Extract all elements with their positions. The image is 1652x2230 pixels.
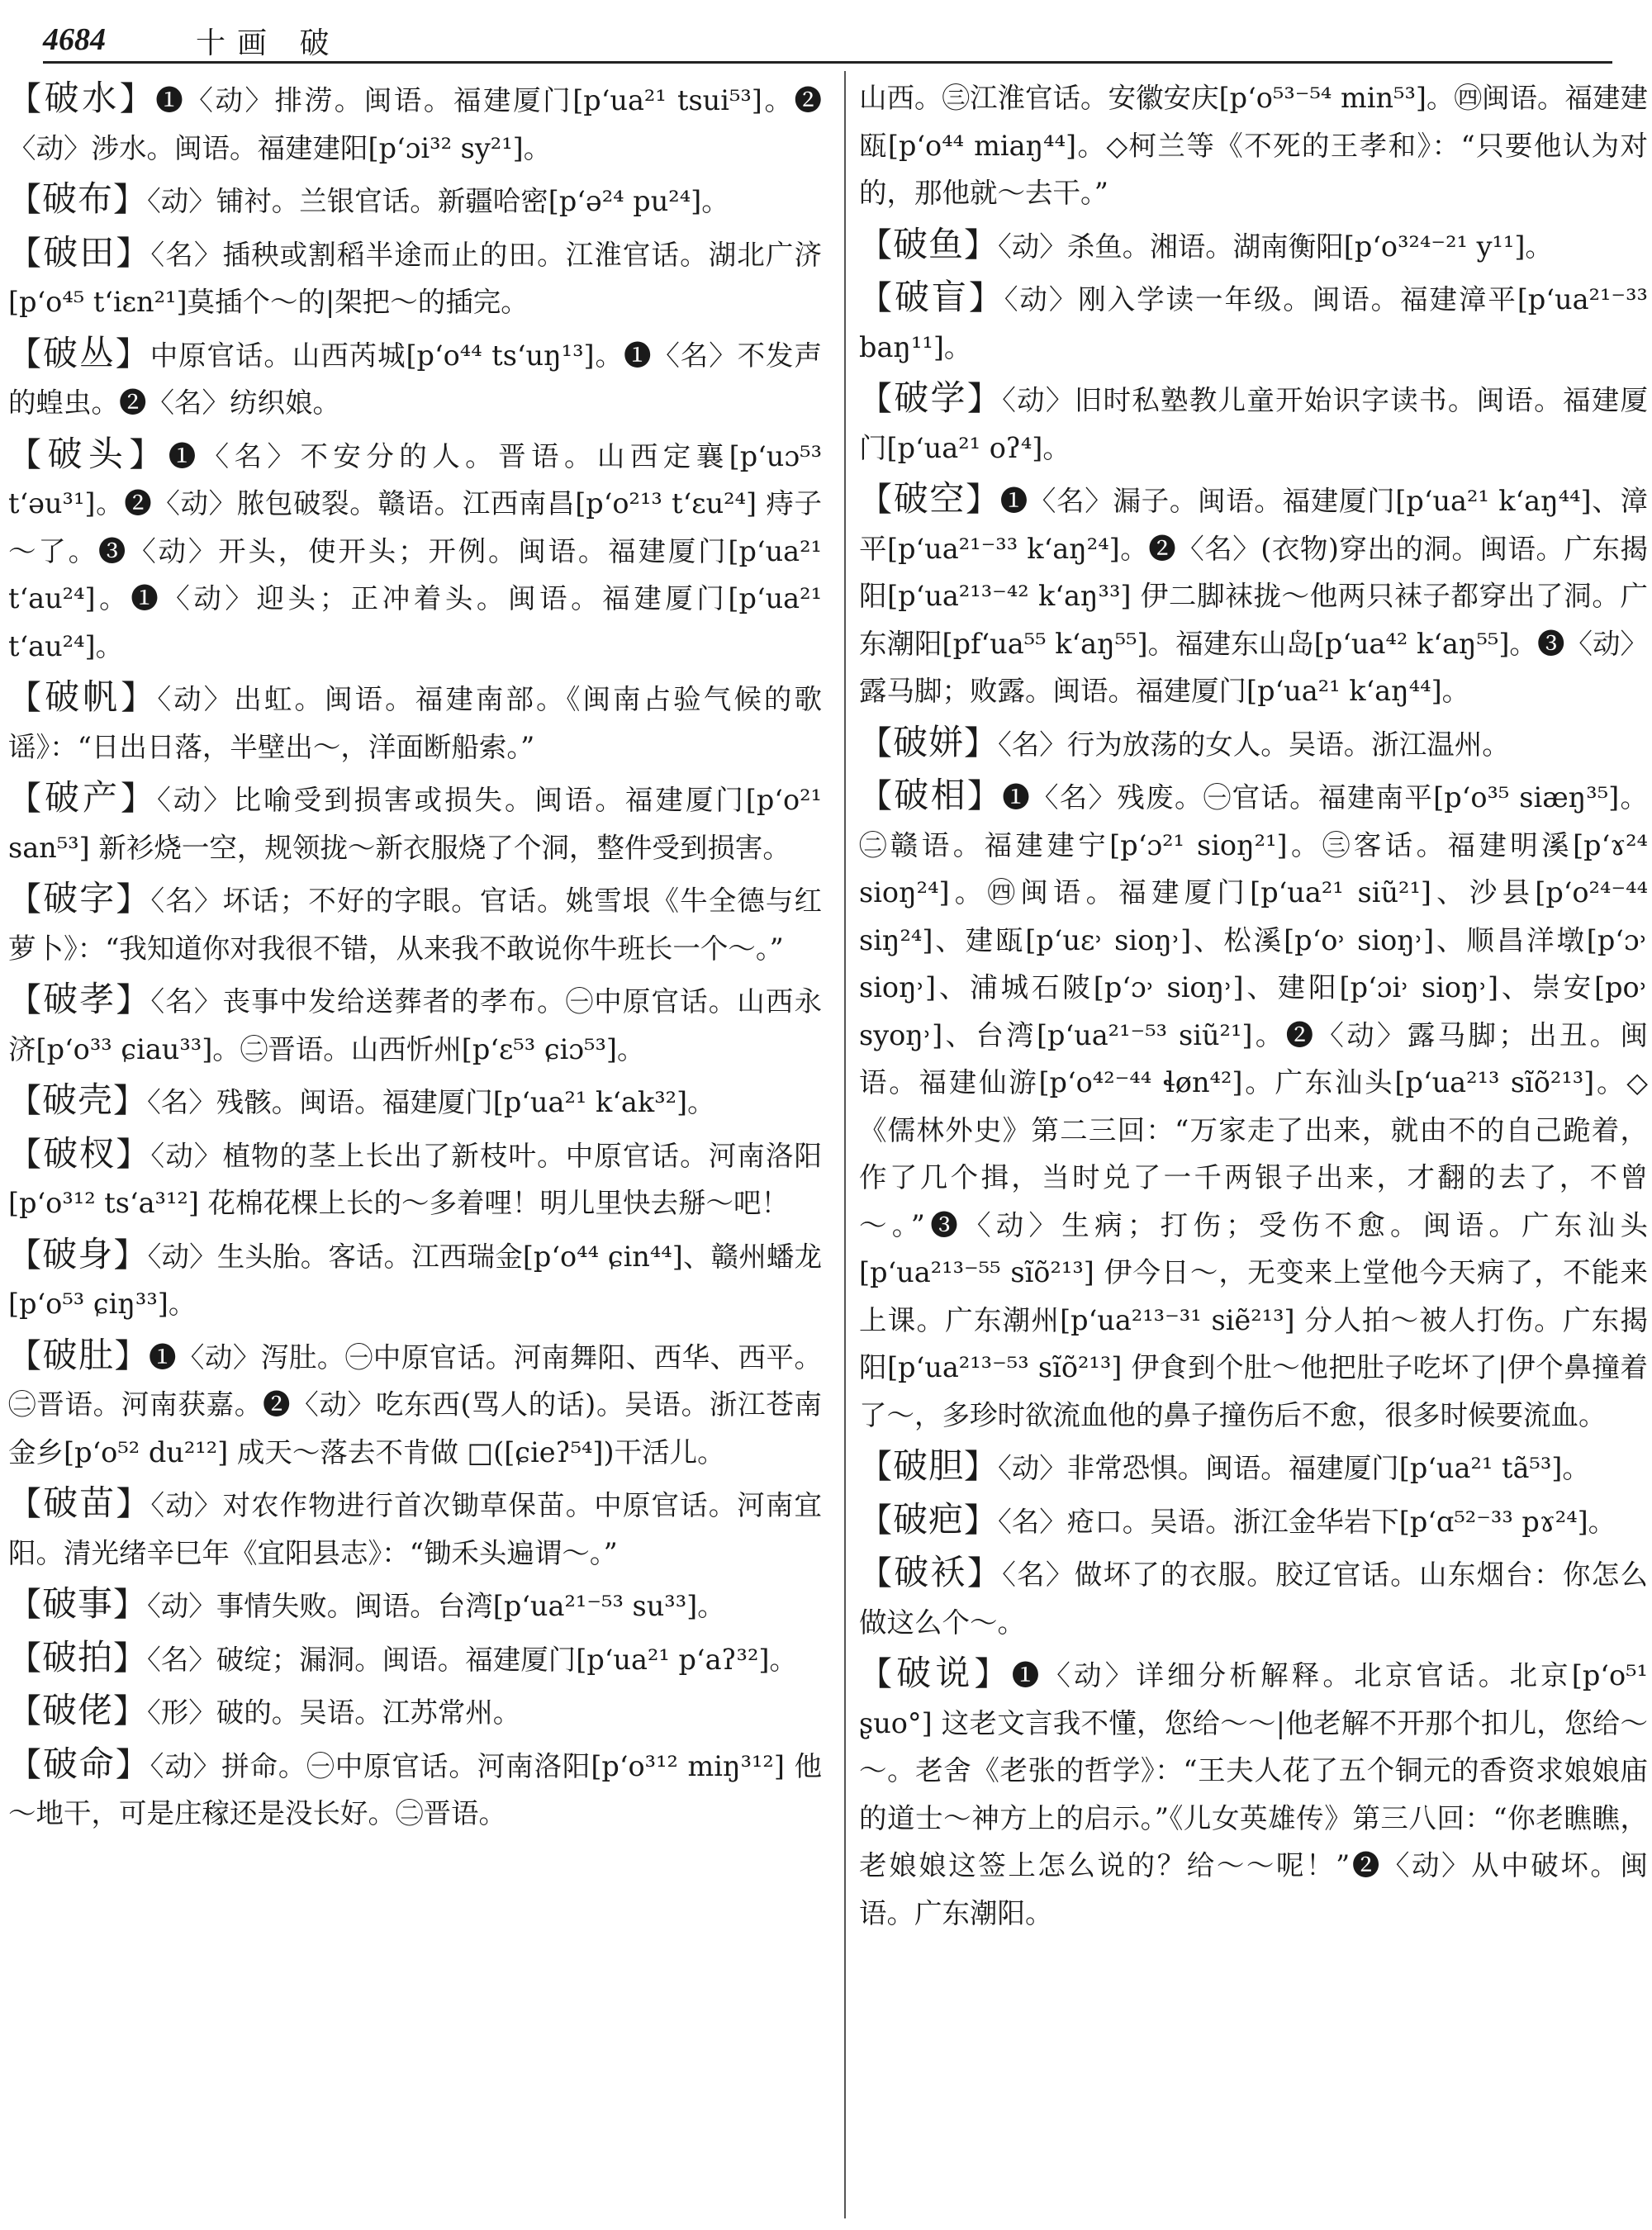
- entry-pozi: [8, 875, 822, 972]
- entry-headword: 【破盲】: [859, 277, 1004, 317]
- entry-headword: 【破相】: [859, 775, 1003, 815]
- entry-definition: ❶〈动〉详细分析解释。北京官话。北京[p‘o⁵¹ ʂuo°] 这老文言我不懂，您给～～|他老解不开那个扣儿，您给～～。老舍《老张的哲学》：“王夫人花了五个铜元的香资求娘娘庙的道士～神方上的启示。”《儿女英雄传》第三八回：“你老瞧瞧，老娘娘这签上怎么说的？给～～呢！”❷〈动〉从中破坏。闽语。广东潮阳。: [859, 1659, 1648, 1929]
- entry-definition: 〈名〉插秧或割稻半途而止的田。江淮官话。湖北广济[p‘o⁴⁵ t‘iɛn²¹]莫插个～的|架把～的插完。: [8, 238, 823, 318]
- entry-poyu: [859, 221, 1648, 271]
- entry-headword: 【破说】: [859, 1653, 1012, 1693]
- entry-headword: 【破事】: [8, 1583, 148, 1624]
- entry-headword: 【破壳】: [8, 1079, 148, 1120]
- entry-headword: 【破身】: [8, 1233, 148, 1274]
- entry-poshuo: [859, 1649, 1648, 1937]
- entry-poao: [859, 1549, 1648, 1646]
- page-number: 4684: [43, 22, 106, 57]
- entry-definition: 〈动〉非常恐惧。闽语。福建厦门[p‘ua²¹ tã⁵³]。: [998, 1452, 1590, 1484]
- entry-podan: [859, 1442, 1648, 1492]
- entry-poxue: [859, 374, 1648, 472]
- entry-definition: 〈名〉坏话；不好的字眼。官话。姚雪垠《牛全德与红萝卜》：“我知道你对我很不错，从来我不敢说你牛班长一个～。”: [8, 885, 823, 965]
- right-column: [859, 74, 1648, 1940]
- entry-definition: 山西。㊂江淮官话。安徽安庆[p‘o⁵³⁻⁵⁴ min⁵³]。㊃闽语。福建建瓯[p‘o⁴⁴ miaŋ⁴⁴]。◇柯兰等《不死的王孝和》：“只要他认为对的，那他就～去干。”: [859, 82, 1648, 209]
- entry-definition: 〈动〉杀鱼。湘语。湖南衡阳[p‘o³²⁴⁻²¹ y¹¹]。: [998, 230, 1553, 263]
- entry-headword: 【破苗】: [8, 1483, 151, 1523]
- entry-pobu: [8, 175, 822, 225]
- entry-definition: 〈名〉丧事中发给送葬者的孝布。㊀中原官话。山西永济[p‘o³³ ɕiau³³]。㊁晋语。山西忻州[p‘ɛ⁵³ ɕiɔ⁵³]。: [8, 985, 823, 1065]
- column-divider: [844, 71, 846, 2218]
- entry-definition: 〈动〉拼命。㊀中原官话。河南洛阳[p‘o³¹² miŋ³¹²] 他～地干，可是庄稼还是没长好。㊁晋语。: [8, 1749, 822, 1829]
- entry-headword: 【破鱼】: [859, 223, 999, 264]
- entry-headword: 【破佬】: [8, 1690, 148, 1730]
- header-rule: [43, 61, 1612, 64]
- entry-definition: ❶〈名〉不安分的人。晋语。山西定襄[p‘uɔ⁵³ t‘əu³¹]。❷〈动〉脓包破裂。赣语。江西南昌[p‘o²¹³ t‘ɛu²⁴] 痔子～了。❸〈动〉开头，使开头；开例。闽语。福建厦门[p‘ua²¹ t‘au²⁴]。❶〈动〉迎头；正冲着头。闽语。福建厦门[p‘ua²¹ t‘au²⁴]。: [8, 439, 822, 662]
- entry-polao: [8, 1687, 822, 1737]
- entry-potou: [8, 430, 822, 671]
- entry-headword: 【破姘】: [859, 721, 999, 762]
- entry-pokong: [859, 475, 1648, 715]
- entry-definition: ❶〈名〉漏子。闽语。福建厦门[p‘ua²¹ k‘aŋ⁴⁴]、漳平[p‘ua²¹⁻³³ k‘aŋ²⁴]。❷〈名〉(衣物)穿出的洞。闽语。广东揭阳[p‘ua²¹³⁻⁴² k‘aŋ³³] 伊二脚袜拢～他两只袜子都穿出了洞。广东潮阳[pf‘ua⁵⁵ k‘aŋ⁵⁵]。福建东山岛[p‘ua⁴² k‘aŋ⁵⁵]。❸〈动〉露马脚；败露。闽语。福建厦门[p‘ua²¹ k‘aŋ⁴⁴]。: [859, 485, 1648, 707]
- entry-poshi: [8, 1580, 822, 1630]
- entry-headword: 【破疤】: [859, 1498, 999, 1540]
- entry-poxiao: [8, 975, 822, 1073]
- entry-headword: 【破拍】: [8, 1636, 148, 1677]
- entry-poshen: [8, 1231, 822, 1328]
- entry-headword: 【破命】: [8, 1743, 150, 1784]
- entry-definition: 〈名〉行为放荡的女人。吴语。浙江温州。: [998, 728, 1510, 761]
- entry-poke: [8, 1076, 822, 1127]
- entry-potian: [8, 229, 822, 326]
- entry-headword: 【破空】: [859, 478, 1000, 519]
- entry-poming: [8, 1740, 822, 1838]
- entry-popai: [8, 1634, 822, 1684]
- entry-poxiang: [859, 771, 1648, 1439]
- entry-headword: 【破头】: [8, 433, 169, 474]
- entry-pomang: [859, 273, 1648, 371]
- entry-definition: 〈名〉做坏了的衣服。胶辽官话。山东烟台：你怎么做这么个～。: [859, 1559, 1648, 1639]
- entry-headword: 【破田】: [8, 231, 151, 273]
- entry-definition: ❶〈动〉泻肚。㊀中原官话。河南舞阳、西华、西平。㊁晋语。河南获嘉。❷〈动〉吃东西(骂人的话)。吴语。浙江苍南金乡[p‘o⁵² du²¹²] 成天～落去不肯做 □([ɕieʔ⁵⁴])干活儿。: [8, 1340, 822, 1468]
- entry-definition: 〈动〉事情失败。闽语。台湾[p‘ua²¹⁻⁵³ su³³]。: [147, 1590, 725, 1622]
- entry-definition: 〈名〉残骸。闽语。福建厦门[p‘ua²¹ k‘ak³²]。: [147, 1086, 715, 1118]
- entry-definition: 中原官话。山西芮城[p‘o⁴⁴ ts‘uŋ¹³]。❶〈名〉不发声的蝗虫。❷〈名〉纺织娘。: [8, 339, 822, 419]
- entry-headword: 【破学】: [859, 377, 1003, 418]
- entry-definition: 〈动〉刚入学读一年级。闽语。福建漳平[p‘ua²¹⁻³³ baŋ¹¹]。: [859, 283, 1648, 363]
- entry-definition: 〈动〉对农作物进行首次锄草保苗。中原官话。河南宜阳。清光绪辛巳年《宜阳县志》：“锄禾头遍谓～。”: [8, 1489, 823, 1569]
- entry-popin: [859, 719, 1648, 769]
- section-title: 十画 破: [196, 26, 341, 60]
- entry-pocong: [8, 330, 822, 427]
- entry-definition: 〈动〉植物的茎上长出了新枝叶。中原官话。河南洛阳[p‘o³¹² ts‘a³¹²] 花棉花棵上长的～多着哩！明儿里快去掰～吧！: [8, 1139, 823, 1219]
- entry-headword: 【破水】: [8, 78, 156, 118]
- entry-poshui: [8, 74, 822, 172]
- entry-headword: 【破布】: [8, 178, 148, 219]
- entry-pocha: [8, 1130, 822, 1227]
- left-column: [8, 74, 822, 1841]
- entry-definition: 〈名〉破绽；漏洞。闽语。福建厦门[p‘ua²¹ p‘aʔ³²]。: [147, 1643, 797, 1676]
- entry-headword: 【破丛】: [8, 332, 150, 373]
- entry-headword: 【破袄】: [859, 1552, 1003, 1592]
- entry-definition: 〈动〉比喻受到损害或损失。闽语。福建厦门[p‘o²¹ san⁵³] 新衫烧一空，规领拢～新衣服烧了个洞，整件受到损害。: [8, 784, 822, 864]
- page-header: [43, 15, 1612, 61]
- entry-definition: 〈形〉破的。吴语。江苏常州。: [147, 1696, 521, 1729]
- entry-headword: 【破胆】: [859, 1445, 999, 1486]
- entry-pofan: [8, 673, 822, 771]
- entry-headword: 【破杈】: [8, 1132, 151, 1174]
- entry-definition: 〈动〉出虹。闽语。福建南部。《闽南占验气候的歌谣》：“日出日落，半壁出～，洋面断船索。”: [8, 683, 822, 763]
- entry-poming-continued: [859, 74, 1648, 217]
- entry-headword: 【破字】: [8, 878, 151, 918]
- entry-pobao: [859, 1496, 1648, 1546]
- entry-headword: 【破孝】: [8, 979, 151, 1019]
- entry-definition: ❶〈名〉残废。㊀官话。福建南平[p‘o³⁵ siæŋ³⁵]。㊁赣语。福建建宁[p‘ɔ²¹ sioŋ²¹]。㊂客话。福建明溪[p‘ɤ²⁴ sioŋ²⁴]。㊃闽语。福建厦门[p‘ua²¹ siũ²¹]、沙县[p‘o²⁴⁻⁴⁴ siŋ²⁴]、建瓯[p‘uɛ˒ sioŋ˒]、松溪[p‘o˒ sioŋ˒]、顺昌洋墩[p‘ɔ˒ sioŋ˒]、浦城石陂[p‘ɔ˒ sioŋ˒]、建阳[p‘ɔi˒ sioŋ˒]、崇安[po˒ syoŋ˒]、台湾[p‘ua²¹⁻⁵³ siũ²¹]。❷〈动〉露马脚；出丑。闽语。福建仙游[p‘o⁴²⁻⁴⁴ ɬøn⁴²]。广东汕头[p‘ua²¹³ sĩõ²¹³]。◇《儒林外史》第二三回：“万家走了出来，就由不的自己跪着，作了几个揖，当时兑了一千两银子出来，才翻的去了，不曾～。”❸〈动〉生病；打伤；受伤不愈。闽语。广东汕头[p‘ua²¹³⁻⁵⁵ sĩõ²¹³] 伊今日～，无变来上堂他今天病了，不能来上课。广东潮州[p‘ua²¹³⁻³¹ siẽ²¹³] 分人拍～被人打伤。广东揭阳[p‘ua²¹³⁻⁵³ sĩõ²¹³] 伊食到个肚～他把肚子吃坏了|伊个鼻撞着了～，多珍时欲流血他的鼻子撞伤后不愈，很多时候要流血。: [859, 781, 1648, 1431]
- entry-definition: 〈动〉旧时私塾教儿童开始识字读书。闽语。福建厦门[p‘ua²¹ oʔ⁴]。: [859, 384, 1648, 464]
- entry-headword: 【破肚】: [8, 1334, 149, 1375]
- entry-definition: 〈动〉铺衬。兰银官话。新疆哈密[p‘ə²⁴ pu²⁴]。: [147, 185, 729, 217]
- entry-podu: [8, 1331, 822, 1477]
- entry-definition: 〈动〉生头胎。客话。江西瑞金[p‘o⁴⁴ ɕin⁴⁴]、赣州蟠龙[p‘o⁵³ ɕiŋ³³]。: [8, 1240, 823, 1320]
- entry-headword: 【破产】: [8, 777, 157, 818]
- entry-pomiao: [8, 1479, 822, 1577]
- entry-pochan: [8, 774, 822, 871]
- entry-headword: 【破帆】: [8, 676, 158, 717]
- entry-definition: 〈名〉疮口。吴语。浙江金华岩下[p‘ɑ⁵²⁻³³ pɤ²⁴]。: [998, 1505, 1616, 1538]
- entry-definition: ❶〈动〉排涝。闽语。福建厦门[p‘ua²¹ tsui⁵³]。❷〈动〉涉水。闽语。福建建阳[p‘ɔi³² sy²¹]。: [8, 84, 823, 164]
